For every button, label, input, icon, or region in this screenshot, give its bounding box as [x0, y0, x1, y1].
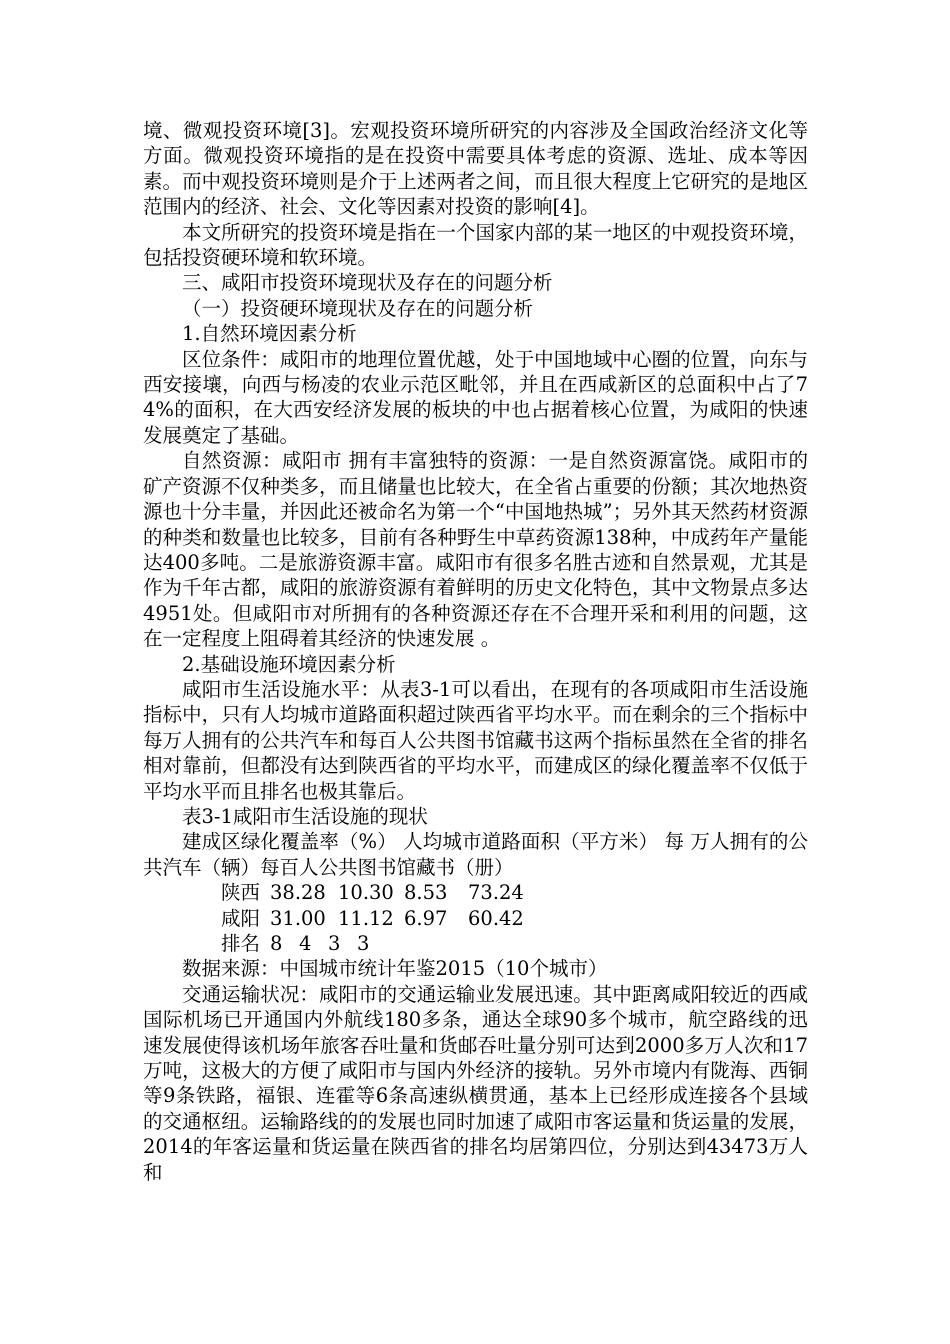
- subheading-infrastructure: 2.基础设施环境因素分析: [182, 652, 396, 676]
- table-cell: 10.30: [338, 881, 394, 905]
- table-cell: 4: [299, 932, 312, 955]
- data-source-note: 数据来源：中国城市统计年鉴2015（10个城市）: [182, 957, 608, 981]
- paragraph-definition: 本文所研究的投资环境是指在一个国家内部的某一地区的中观投资环境，包括投资硬环境和软环境。: [143, 220, 808, 270]
- table-cell: 38.28: [270, 881, 326, 905]
- table-cell: 3: [357, 932, 370, 955]
- table-row-label: 陕西: [221, 881, 261, 905]
- table-row-label: 排名: [221, 932, 261, 955]
- table-row: [143, 880, 808, 905]
- table-cell: 8.53: [404, 881, 448, 905]
- table-cell: 11.12: [338, 906, 394, 930]
- paragraph-transportation: 交通运输状况：咸阳市的交通运输业发展迅速。其中距离咸阳较近的西咸国际机场已开通国内外航线180多条，通达全球90多个城市，航空路线的迅速发展使得该机场年旅客吞吐量和货邮吞吐量分别可达到2000多万人次和17万吨，这极大的方便了咸阳市与国内外经济的接轨。另外市境内有陇海、西铜等9条铁路，福银、连霍等6条高速纵横贯通，基本上已经形成连接各个县域的交通枢纽。运输路线的的发展也同时加速了咸阳市客运量和货运量的发展，2014的年客运量和货运量在陕西省的排名均居第四位，分别达到43473万人和: [143, 982, 808, 1184]
- table-cell: 73.24: [468, 881, 524, 905]
- section-heading-3: 三、咸阳市投资环境现状及存在的问题分析: [182, 271, 553, 295]
- table-cell: 60.42: [468, 906, 524, 930]
- table-cell: 3: [328, 932, 341, 955]
- table-row-label: 咸阳: [221, 906, 261, 930]
- subheading-natural-environment: 1.自然环境因素分析: [182, 322, 357, 346]
- table-cell: 8: [270, 932, 283, 955]
- document-page: [143, 118, 808, 1185]
- table-row: [143, 906, 808, 931]
- table-cell: 31.00: [270, 906, 326, 930]
- paragraph-natural-resources: 自然资源：咸阳市 拥有丰富独特的资源：一是自然资源富饶。咸阳市的矿产资源不仅种类多，而且储量也比较大，在全省占重要的份额；其次地热资源也十分丰量，并因此还被命名为第一个“中国地热城”；另外其天然药材资源的种类和数量也比较多，目前有各种野生中草药资源138种，中成药年产量能达400多吨。二是旅游资源丰富。咸阳市有很多名胜古迹和自然景观，尤其是作为千年古都，咸阳的旅游资源有着鲜明的历史文化特色，其中文物景点多达4951处。但咸阳市对所拥有的各种资源还存在不合理开采和利用的问题，这在一定程度上阻碍着其经济的快速发展 。: [143, 449, 808, 651]
- paragraph-living-facilities: 咸阳市生活设施水平：从表3-1可以看出，在现有的各项咸阳市生活设施指标中，只有人均城市道路面积超过陕西省平均水平。而在剩余的三个指标中每万人拥有的公共汽车和每百人公共图书馆藏书这两个指标虽然在全省的排名相对靠前，但都没有达到陕西省的平均水平，而建成区的绿化覆盖率不仅低于平均水平而且排名也极其靠后。: [143, 677, 808, 803]
- paragraph-location-conditions: 区位条件：咸阳市的地理位置优越，处于中国地域中心圈的位置，向东与西安接壤，向西与杨凌的农业示范区毗邻，并且在西咸新区的总面积中占了74%的面积，在大西安经济发展的板块的中也占据着核心位置，为咸阳的快速发展奠定了基础。: [143, 347, 808, 447]
- paragraph-investment-environment-types: 境、微观投资环境[3]。宏观投资环境所研究的内容涉及全国政治经济文化等方面。微观投资环境指的是在投资中需要具体考虑的资源、选址、成本等因素。而中观投资环境则是介于上述两者之间，而且很大程度上它研究的是地区范围内的经济、社会、文化等因素对投资的影响[4]。: [143, 119, 808, 219]
- table-row: [143, 931, 808, 956]
- table-header-text: 建成区绿化覆盖率（%） 人均城市道路面积（平方米） 每 万人拥有的公共汽车（辆）每百人公共图书馆藏书（册）: [143, 830, 808, 879]
- subsection-heading-1: （一）投资硬环境现状及存在的问题分析: [182, 296, 534, 320]
- table-caption: 表3-1咸阳市生活设施的现状: [182, 804, 428, 828]
- table-cell: 6.97: [404, 906, 448, 930]
